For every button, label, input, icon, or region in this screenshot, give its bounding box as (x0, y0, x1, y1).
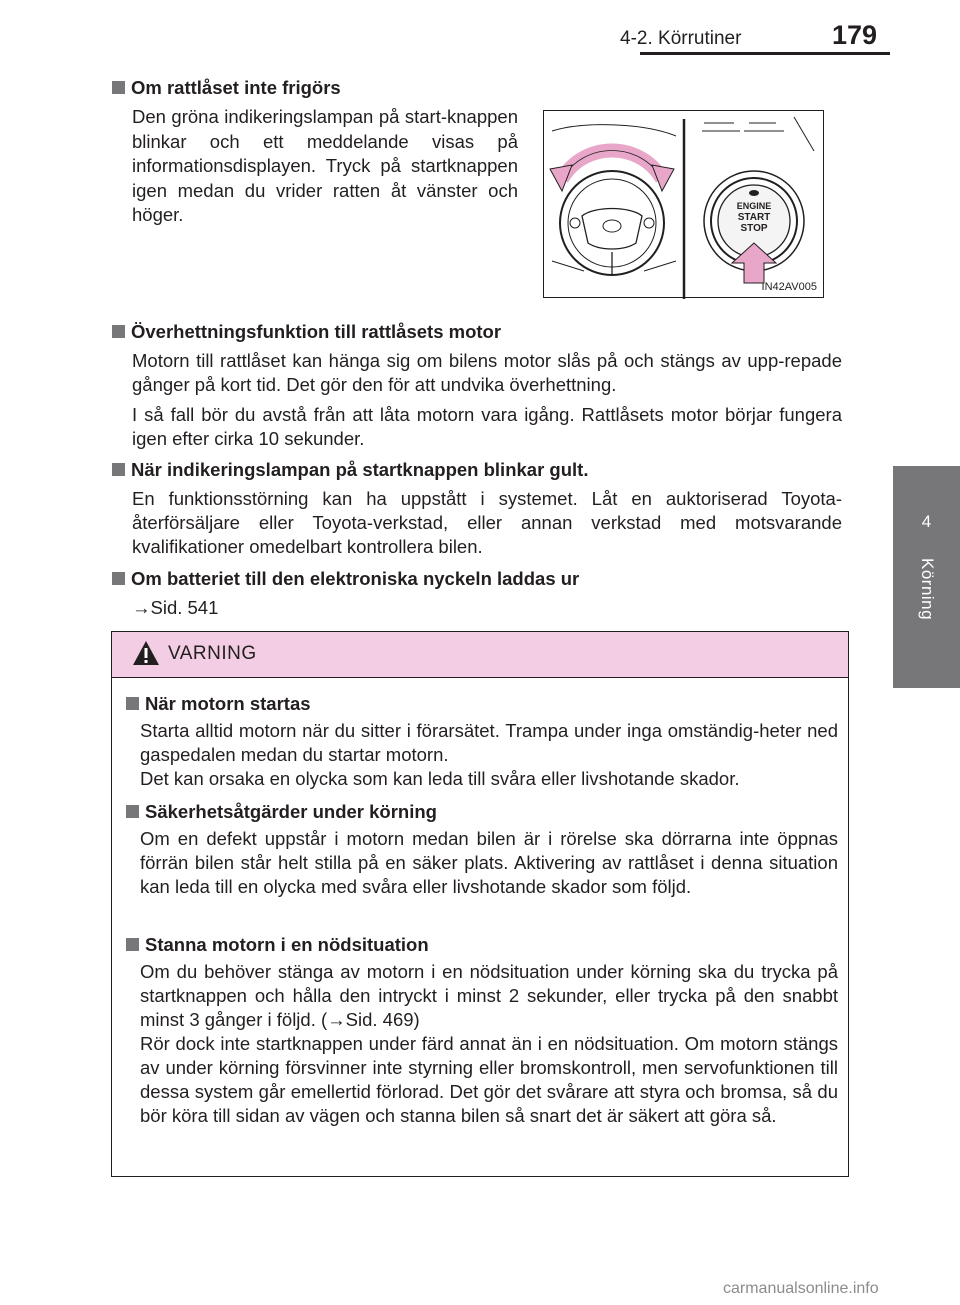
section-heading: Överhettningsfunktion till rattlåsets motor (112, 321, 501, 343)
bullet-square-icon (112, 463, 125, 476)
bullet-square-icon (112, 325, 125, 338)
warning-item-text: Starta alltid motorn när du sitter i förarsätet. Trampa under inga omständig-heter ned gaspedalen medan du startar motorn. Det kan orsaka en olycka som kan leda till svåra eller livshotande skador. (140, 720, 838, 789)
chapter-label: Körning (918, 558, 937, 621)
paragraph: En funktionsstörning kan ha uppstått i systemet. Låt en auktoriserad Toyota-återförsäljare eller Toyota-verkstad, eller annan verkstad med motsvarande kvalifikationer omedelbart kontrollera bilen. (132, 488, 842, 557)
bullet-square-icon (126, 805, 139, 818)
bullet-square-icon (126, 938, 139, 951)
bullet-square-icon (126, 697, 139, 710)
warning-header (112, 632, 848, 678)
section-heading: När indikeringslampan på startknappen blinkar gult. (112, 459, 588, 481)
bullet-square-icon (112, 81, 125, 94)
section-heading: Om batteriet till den elektroniska nyckeln laddas ur (112, 568, 579, 590)
warning-triangle-icon (132, 640, 160, 666)
warning-item-heading: Stanna motorn i en nödsituation (126, 934, 429, 956)
section-heading: Om rattlåset inte frigörs (112, 77, 341, 99)
illustration-drawing (544, 111, 825, 299)
button-text-line: ENGINE (736, 201, 772, 211)
warning-item-heading: När motorn startas (126, 693, 311, 715)
chapter-tab (893, 466, 960, 688)
watermark: carmanualsonline.info (723, 1280, 879, 1297)
chapter-number: 4 (921, 512, 932, 531)
button-text-line: START (737, 212, 771, 223)
page-number: 179 (832, 20, 878, 50)
warning-item-text: Om du behöver stänga av motorn i en nödsituation under körning ska du trycka på startknappen och hålla den intryckt i minst 2 sekunder, eller trycka på den snabbt minst 3 gånger i följd. (→Sid. 469) Rör dock inte startknappen under färd annat än i en nödsituation. Om motorn stängs av under körning försvinner inte styrning eller bromskontroll, men servofunktionen till dessa system går emellertid förlorad. Det gör det svårare att styra och bromsa, så du bör köra till sidan av vägen och stanna bilen så snart det är säkert att göra så. (140, 961, 838, 1126)
page-reference: →Sid. 541 (132, 597, 219, 618)
paragraph: Motorn till rattlåset kan hänga sig om bilens motor slås på och stängs av upp-repade gånger på kort tid. Det gör den för att undvika överhettning. (132, 350, 842, 395)
section-title: 4-2. Körrutiner (620, 28, 742, 49)
button-text-line: STOP (740, 223, 768, 234)
warning-item-text: Om en defekt uppstår i motorn medan bilen är i rörelse ska dörrarna inte öppnas förrän bilen står helt stilla på en säker plats. Aktivering av rattlåset i denna situation kan leda till en olycka med svåra eller livshotande skador som följd. (140, 828, 838, 897)
steering-start-button-illustration (543, 110, 824, 298)
warning-item-heading: Säkerhetsåtgärder under körning (126, 801, 437, 823)
header-rule (640, 52, 890, 55)
paragraph: Den gröna indikeringslampan på start-knappen blinkar och ett meddelande visas på informationsdisplayen. Tryck på startknappen igen medan du vrider ratten åt vänster och höger. (132, 106, 518, 225)
warning-box (111, 631, 849, 1177)
paragraph: I så fall bör du avstå från att låta motorn vara igång. Rattlåsets motor börjar fungera igen efter cirka 10 sekunder. (132, 404, 842, 449)
figure-code: IN42AV005 (761, 281, 817, 293)
bullet-square-icon (112, 572, 125, 585)
warning-title: VARNING (168, 643, 257, 664)
